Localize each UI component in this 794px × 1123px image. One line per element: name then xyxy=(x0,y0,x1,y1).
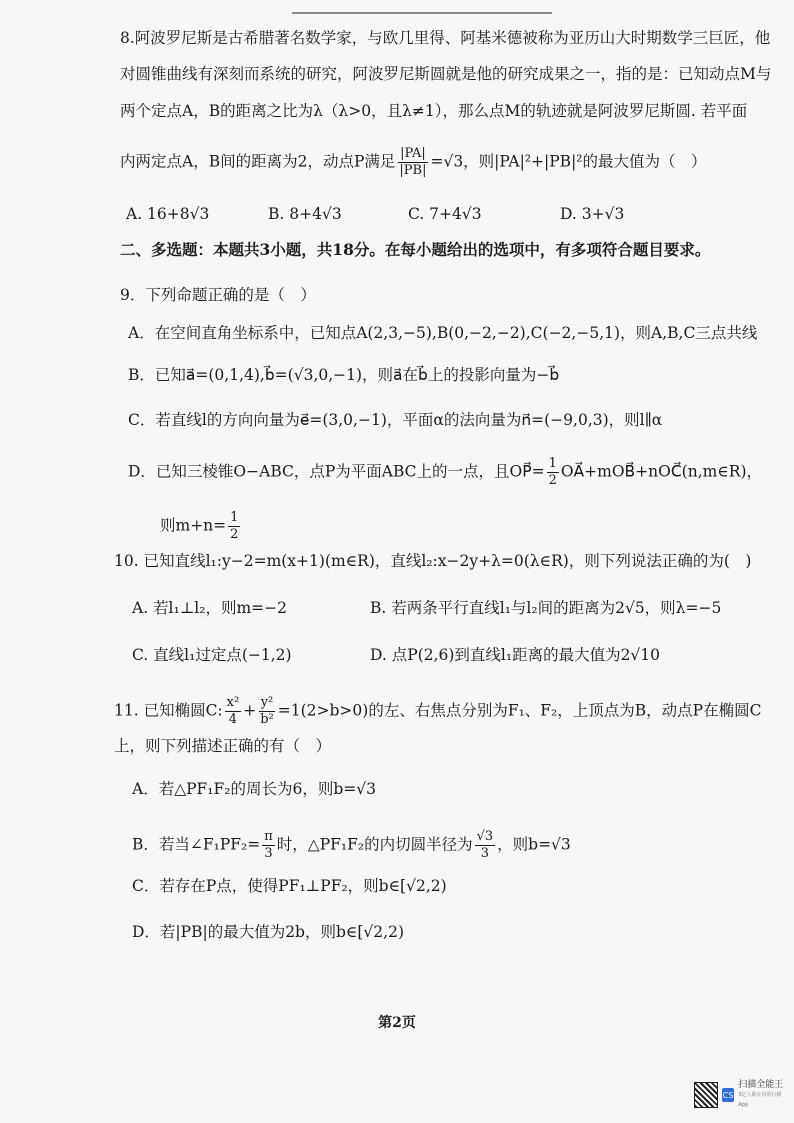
q9-frac2-num: 1 xyxy=(230,510,239,525)
q11-option-b-mid: 时，△PF₁F₂的内切圆半径为 xyxy=(276,835,473,854)
q10-option-c: C. 直线l₁过定点(−1,2) xyxy=(132,646,292,664)
q11-x-den: 4 xyxy=(228,712,238,727)
section2-heading: 二、多选题：本题共3小题，共18分。在每小题给出的选项中，有多项符合题目要求。 xyxy=(120,240,711,259)
q8-frac-num: |PA| xyxy=(400,146,426,161)
q11-y-num: y² xyxy=(260,695,274,710)
q11-stem: 11. 已知椭圆C: $\frac{\text{x²}}{4}$ + $\frac{\text{y²}}{\text{b²}}$ =1(2>b>0)的左、右焦点分别为F₁、F₂，上顶点为B，动点P在椭圆C xyxy=(114,695,762,727)
q11-b-f2-num: √3 xyxy=(476,829,494,844)
header-scribble xyxy=(292,0,552,14)
watermark-title: 扫描全能王 xyxy=(738,1080,784,1090)
q11-stem-pre: 11. 已知椭圆C: xyxy=(114,701,223,720)
q8-frac-den: |PB| xyxy=(399,163,427,178)
q9-frac-num: 1 xyxy=(548,456,557,471)
q9-option-a: A．在空间直角坐标系中，已知点A(2,3,−5),B(0,−2,−2),C(−2,−5,1)，则A,B,C三点共线 xyxy=(128,324,758,342)
q11-b-f2-den: 3 xyxy=(480,846,489,861)
q8-option-c: C. 7+4√3 xyxy=(408,205,482,223)
q11-stem-post: =1(2>b>0)的左、右焦点分别为F₁、F₂，上顶点为B，动点P在椭圆C xyxy=(277,701,762,720)
q9-option-c: C．若直线l的方向向量为e⃗=(3,0,−1)，平面α的法向量为n⃗=(−9,0,3)，则l∥α xyxy=(128,411,663,429)
q8-option-a: A. 16+8√3 xyxy=(126,205,210,223)
q9-stem: 9．下列命题正确的是（ ） xyxy=(120,286,316,304)
q11-b-f1-den: 3 xyxy=(264,846,273,861)
q11-y-den: b² xyxy=(260,712,274,727)
page-number: 第2页 xyxy=(378,1015,416,1031)
camscanner-logo-icon: CS xyxy=(722,1088,735,1102)
q8-option-d: D. 3+√3 xyxy=(560,205,625,223)
q9-option-d xyxy=(128,456,762,489)
q9-option-d2-pre: 则m+n= xyxy=(160,516,227,535)
q11-option-b-pre: B．若当∠F₁PF₂= xyxy=(132,835,261,854)
q10-stem: 10. 已知直线l₁:y−2=m(x+1)(m∈R)，直线l₂:x−2y+λ=0(λ∈R)，则下列说法正确的为( ) xyxy=(114,552,752,570)
q8-line4 xyxy=(120,146,707,179)
q9-option-d-post: OA⃗+mOB⃗+nOC⃗(n,m∈R)， xyxy=(560,462,763,481)
q11-option-b-post: ，则b=√3 xyxy=(497,835,571,854)
q8-line1: 8.阿波罗尼斯是古希腊著名数学家，与欧几里得、阿基米德被称为亚历山大时期数学三巨匠，他 xyxy=(120,29,771,47)
q11-option-d: D．若|PB|的最大值为2b，则b∈[√2,2) xyxy=(132,923,404,941)
q11-option-b-radius-fraction xyxy=(475,829,496,862)
q9-option-d-line2 xyxy=(160,510,242,543)
q11-stem-line2: 上，则下列描述正确的有（ ） xyxy=(114,737,332,755)
q10-option-a: A. 若l₁⊥l₂，则m=−2 xyxy=(132,599,288,617)
watermark-text xyxy=(738,1080,786,1110)
q9-option-d2-fraction xyxy=(228,510,240,543)
q8-ratio-fraction xyxy=(397,146,428,179)
q11-option-b xyxy=(132,829,571,862)
q11-x-fraction xyxy=(225,695,242,728)
q11-x-num: x² xyxy=(226,695,240,710)
q8-line4-pre: 内两定点A，B间的距离为2，动点P满足 xyxy=(120,152,396,171)
q11-y-fraction xyxy=(258,695,276,728)
q9-option-d-pre: D．已知三棱锥O−ABC，点P为平面ABC上的一点，且OP⃗= xyxy=(128,462,545,481)
q9-frac2-den: 2 xyxy=(230,527,239,542)
q8-option-b: B. 8+4√3 xyxy=(268,205,342,223)
q9-option-b: B．已知a⃗=(0,1,4),b⃗=(√3,0,−1)，则a⃗在b⃗上的投影向量为−b⃗ xyxy=(128,366,560,384)
q9-frac-den: 2 xyxy=(548,473,557,488)
q11-option-a: A．若△PF₁F₂的周长为6，则b=√3 xyxy=(132,780,376,798)
q10-option-b: B. 若两条平行直线l₁与l₂间的距离为2√5，则λ=−5 xyxy=(370,599,722,617)
scanner-watermark xyxy=(694,1081,786,1109)
watermark-subtitle: 3亿人都在用的扫描App xyxy=(738,1092,782,1108)
q11-option-c: C．若存在P点，使得PF₁⊥PF₂，则b∈[√2,2) xyxy=(132,877,447,895)
q8-line3: 两个定点A，B的距离之比为λ（λ>0，且λ≠1），那么点M的轨迹就是阿波罗尼斯圆. 若平面 xyxy=(120,102,748,120)
q9-option-d-fraction xyxy=(547,456,559,489)
q11-b-f1-num: π xyxy=(264,829,273,844)
q8-line4-post: =√3，则|PA|²+|PB|²的最大值为（ ） xyxy=(430,152,707,171)
q8-line2: 对圆锥曲线有深刻而系统的研究，阿波罗尼斯圆就是他的研究成果之一，指的是：已知动点M与 xyxy=(120,65,772,83)
qr-code-icon xyxy=(694,1082,718,1108)
q10-option-d: D. 点P(2,6)到直线l₁距离的最大值为2√10 xyxy=(370,646,661,664)
q11-option-b-angle-fraction xyxy=(262,829,275,862)
